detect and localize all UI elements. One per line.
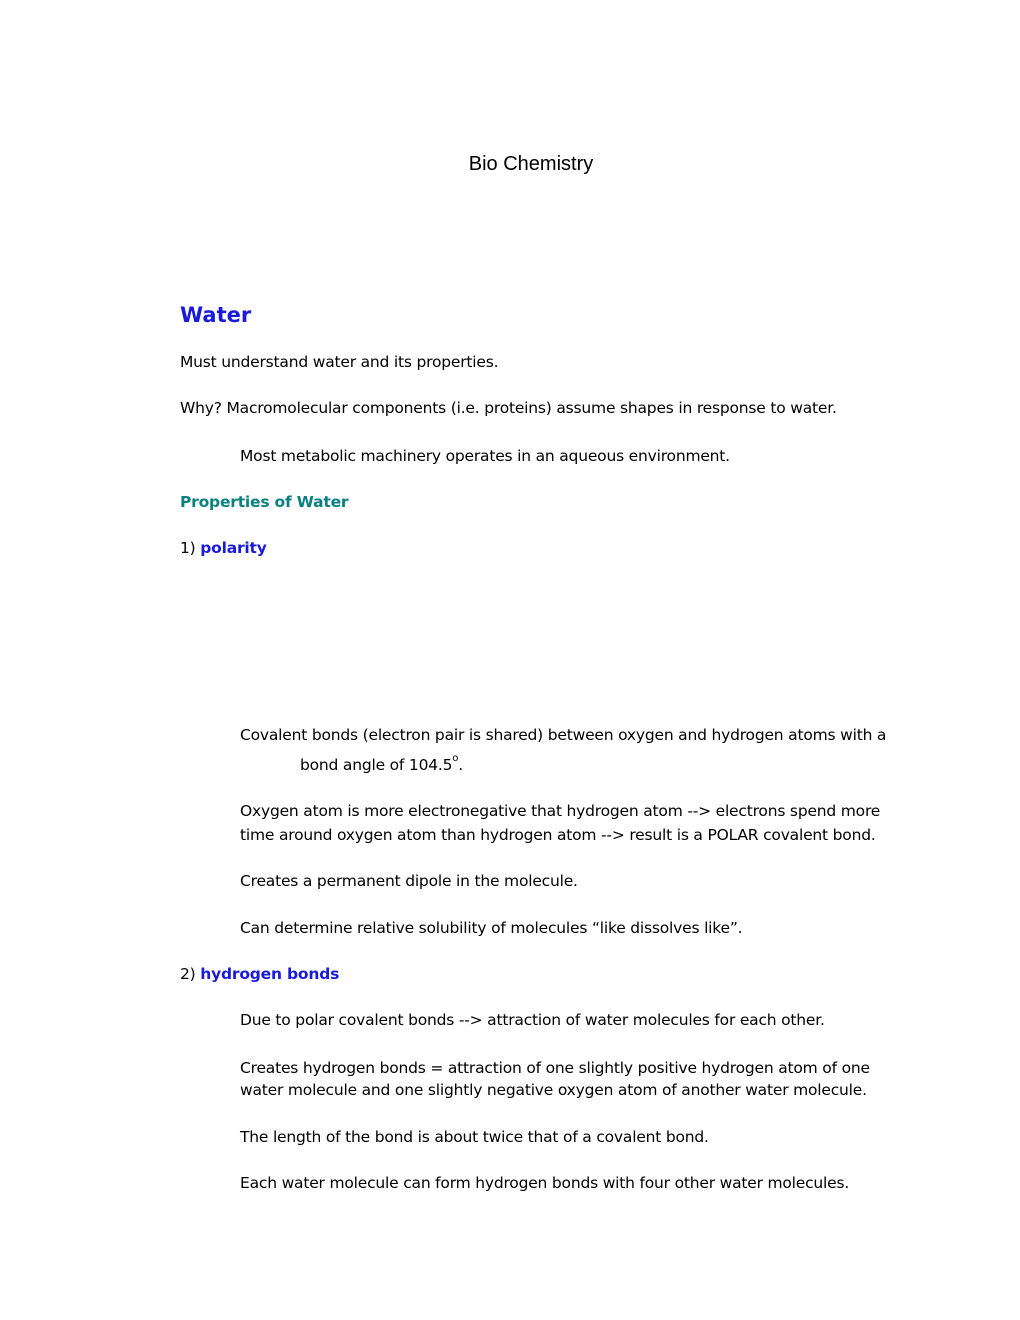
polarity-label: polarity bbox=[200, 539, 267, 557]
item-hydrogen-heading bbox=[180, 965, 339, 983]
subheading-properties: Properties of Water bbox=[180, 493, 349, 511]
intro-line-3: Most metabolic machinery operates in an aqueous environment. bbox=[240, 447, 730, 465]
degree-symbol: o bbox=[452, 753, 459, 764]
hydrogen-bonds-label: hydrogen bonds bbox=[200, 965, 340, 983]
creates-line-1: Creates hydrogen bonds = attraction of one slightly positive hydrogen atom of one bbox=[240, 1059, 870, 1077]
page-title: Bio Chemistry bbox=[468, 153, 594, 175]
item-number: 2) bbox=[180, 965, 196, 983]
electronegativity-line-1: Oxygen atom is more electronegative that hydrogen atom --> electrons spend more bbox=[240, 802, 881, 820]
intro-line-1: Must understand water and its properties. bbox=[180, 353, 499, 371]
four-bonds-line: Each water molecule can form hydrogen bonds with four other water molecules. bbox=[240, 1174, 850, 1192]
solubility-line: Can determine relative solubility of molecules “like dissolves like”. bbox=[240, 919, 743, 937]
dipole-line: Creates a permanent dipole in the molecule. bbox=[240, 872, 578, 890]
item-number: 1) bbox=[180, 539, 196, 557]
creates-line-2: water molecule and one slightly negative oxygen atom of another water molecule. bbox=[240, 1081, 867, 1099]
section-heading-water: Water bbox=[180, 303, 252, 327]
electronegativity-line-2: time around oxygen atom than hydrogen atom --> result is a POLAR covalent bond. bbox=[240, 826, 876, 844]
covalent-line-2: bond angle of 104.5$^o$. bbox=[300, 753, 463, 774]
item-polarity-heading bbox=[180, 539, 267, 557]
hydrogen-line-1: Due to polar covalent bonds --> attraction of water molecules for each other. bbox=[240, 1011, 825, 1029]
bond-length-line: The length of the bond is about twice that of a covalent bond. bbox=[240, 1128, 709, 1146]
intro-line-2: Why? Macromolecular components (i.e. proteins) assume shapes in response to water. bbox=[180, 399, 837, 417]
covalent-line-1: Covalent bonds (electron pair is shared) between oxygen and hydrogen atoms with a bbox=[240, 726, 887, 744]
